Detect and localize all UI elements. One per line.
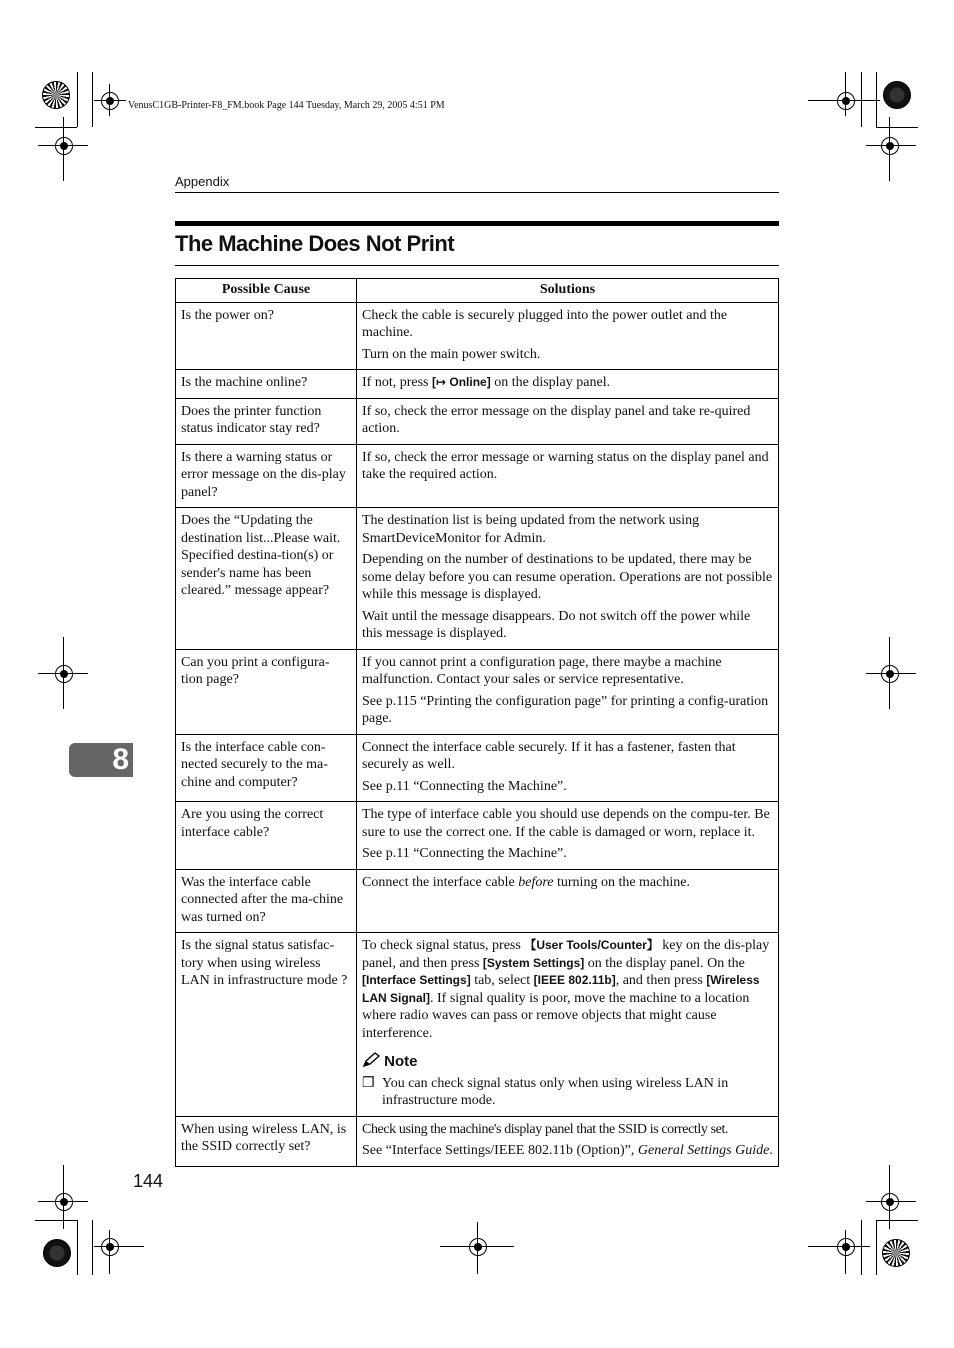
book-info-line: VenusC1GB-Printer-F8_FM.book Page 144 Tuesday, March 29, 2005 4:51 PM [128, 100, 445, 111]
solution-cell [357, 508, 779, 650]
solution-text: Wait until the message disappears. Do not switch off the power while this message is displayed. [362, 608, 751, 641]
system-settings-key-label: [System Settings] [482, 955, 585, 970]
text-run: on the display panel. On the [584, 955, 745, 971]
solution-cell [357, 802, 779, 870]
solution-text: The type of interface cable you should use depends on the compu-ter. Be sure to use the correct one. If the cable is damaged or worn, replace it. [362, 807, 770, 840]
solution-text: Check the cable is securely plugged into the power outlet and the machine. [362, 307, 728, 340]
solution-text [362, 1142, 773, 1160]
solution-text: The destination list is being updated from the network using SmartDeviceMonitor for Admin. [362, 513, 700, 546]
text-run: key on the dis-play panel, and then press [362, 938, 770, 971]
wireless-signal-key-label: [Wireless LAN Signal] [362, 973, 760, 1005]
solution-text: See p.11 “Connecting the Machine”. [362, 846, 567, 861]
ieee-key-label: [IEEE 802.11b] [533, 973, 616, 987]
solution-cell [357, 734, 779, 802]
cause-cell: Are you using the correct interface cable? [176, 802, 357, 870]
text-run: turning on the machine. [553, 874, 690, 890]
text-run: If not, press [362, 375, 432, 390]
solution-cell [357, 398, 779, 444]
header-rule [175, 192, 779, 193]
solution-text [362, 374, 773, 392]
pencil-icon [362, 1052, 380, 1068]
text-run: , and then press [615, 973, 707, 988]
cause-cell: Is there a warning status or error message on the dis-play panel? [176, 444, 357, 508]
registration-target-icon [882, 1239, 910, 1267]
solution-text: See p.11 “Connecting the Machine”. [362, 778, 567, 794]
column-header-solutions: Solutions [357, 279, 779, 303]
note-title: Note [384, 1053, 418, 1070]
running-header: Appendix [175, 174, 230, 189]
solution-text: If so, check the error message on the display panel and take re-quired action. [362, 403, 751, 436]
solution-cell [357, 933, 779, 1117]
note-heading [362, 1052, 773, 1071]
emphasis-text: before [518, 874, 554, 890]
page-number: 144 [133, 1171, 164, 1191]
troubleshooting-table [175, 278, 779, 1167]
solution-cell [357, 1116, 779, 1166]
text-run: tab, select [470, 973, 534, 988]
text-run: . If signal quality is poor, move the machine to a location where radio waves can pass or remove objects that might cause interference. [362, 990, 750, 1041]
text-run: See “Interface Settings/IEEE 802.11b (Option)”, [362, 1143, 638, 1158]
text-run: To check signal status, press [362, 938, 525, 953]
cause-cell: Can you print a configura-tion page? [176, 649, 357, 734]
page-title: The Machine Does Not Print [175, 231, 455, 256]
online-key-label: [↦ Online] [432, 375, 491, 389]
table-row [176, 508, 779, 650]
note-item [362, 1075, 773, 1110]
cause-cell: Does the “Updating the destination list...Please wait. Specified destina-tion(s) or sender's name has been cleared.” message appear? [176, 508, 357, 650]
note-text: You can check signal status only when using wireless LAN in infrastructure mode. [382, 1075, 729, 1108]
solution-cell [357, 370, 779, 399]
table-row [176, 1116, 779, 1166]
solution-text: If you cannot print a configuration page, there maybe a machine malfunction. Contact your sales or service representative. [362, 654, 722, 687]
table-row [176, 933, 779, 1117]
solution-cell [357, 869, 779, 933]
text-run: on the display panel. [490, 375, 611, 390]
cause-cell: Is the signal status satisfac-tory when using wireless LAN in infrastructure mode ? [176, 933, 357, 1117]
text-run: Connect the interface cable [362, 874, 519, 890]
solution-text: Connect the interface cable securely. If it has a fastener, fasten that securely as well. [362, 739, 736, 772]
solution-text: Turn on the main power switch. [362, 346, 541, 362]
solution-text: Depending on the number of destinations to be updated, there may be some delay before you can resume operation. Operations are not possible while this message is displayed. [362, 552, 773, 602]
table-row [176, 734, 779, 802]
title-rule [175, 265, 779, 266]
solution-text [362, 937, 773, 1042]
table-row [176, 370, 779, 399]
table-row [176, 649, 779, 734]
registration-target-icon [42, 81, 70, 109]
text-run: . [769, 1143, 773, 1158]
cause-cell: Is the power on? [176, 302, 357, 370]
table-row [176, 302, 779, 370]
cause-cell: Was the interface cable connected after the ma-chine was turned on? [176, 869, 357, 933]
table-header-row [176, 279, 779, 303]
cause-cell: Is the machine online? [176, 370, 357, 399]
solution-text: See p.115 “Printing the configuration page” for printing a config-uration page. [362, 693, 769, 726]
solution-text [362, 874, 773, 892]
solution-text: Check using the machine's display panel that the SSID is correctly set. [362, 1121, 729, 1137]
registration-target-icon [43, 1239, 71, 1267]
title-bar [175, 221, 779, 226]
table-row [176, 869, 779, 933]
registration-target-icon [883, 81, 911, 109]
solution-text: If so, check the error message or warning status on the display panel and take the required action. [362, 449, 769, 482]
interface-settings-key-label: [Interface Settings] [362, 973, 471, 987]
solution-cell [357, 649, 779, 734]
table-row [176, 398, 779, 444]
chapter-tab: 8 [69, 743, 133, 777]
checkbox-bullet-icon: ❒ [362, 1075, 375, 1091]
emphasis-text: General Settings Guide [637, 1143, 770, 1158]
user-tools-key-label: 【User Tools/Counter】 [524, 938, 659, 952]
column-header-cause: Possible Cause [176, 279, 357, 303]
solution-cell [357, 302, 779, 370]
cause-cell: Is the interface cable con-nected securely to the ma-chine and computer? [176, 734, 357, 802]
table-row [176, 444, 779, 508]
solution-cell [357, 444, 779, 508]
table-row [176, 802, 779, 870]
cause-cell: When using wireless LAN, is the SSID correctly set? [176, 1116, 357, 1166]
cause-cell: Does the printer function status indicator stay red? [176, 398, 357, 444]
